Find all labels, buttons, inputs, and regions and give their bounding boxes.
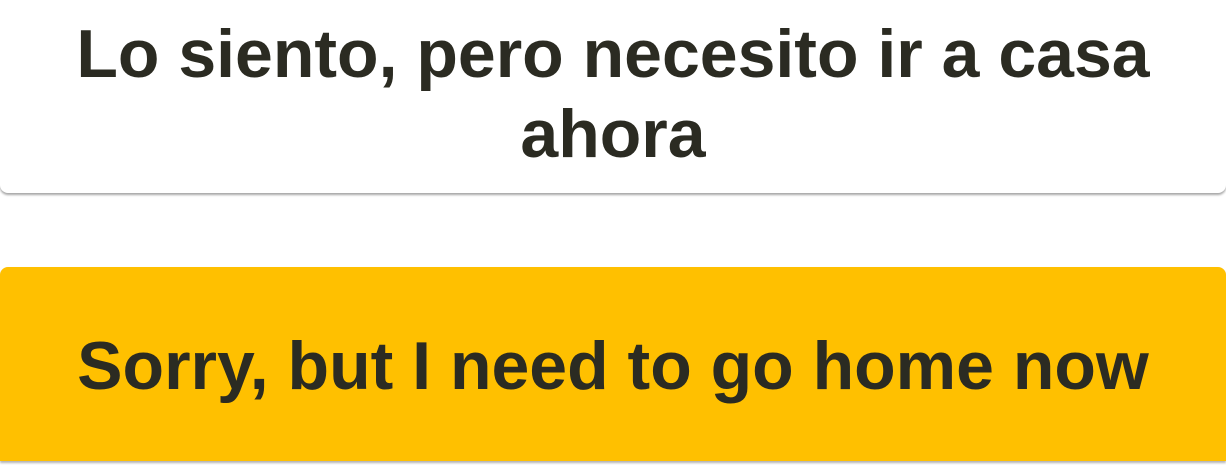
- prompt-text: Lo siento, pero necesito ir a casa ahora: [76, 15, 1150, 172]
- answer-card[interactable]: [0, 267, 1226, 461]
- answer-text: Sorry, but I need to go home now: [77, 328, 1149, 404]
- prompt-card[interactable]: [0, 0, 1226, 193]
